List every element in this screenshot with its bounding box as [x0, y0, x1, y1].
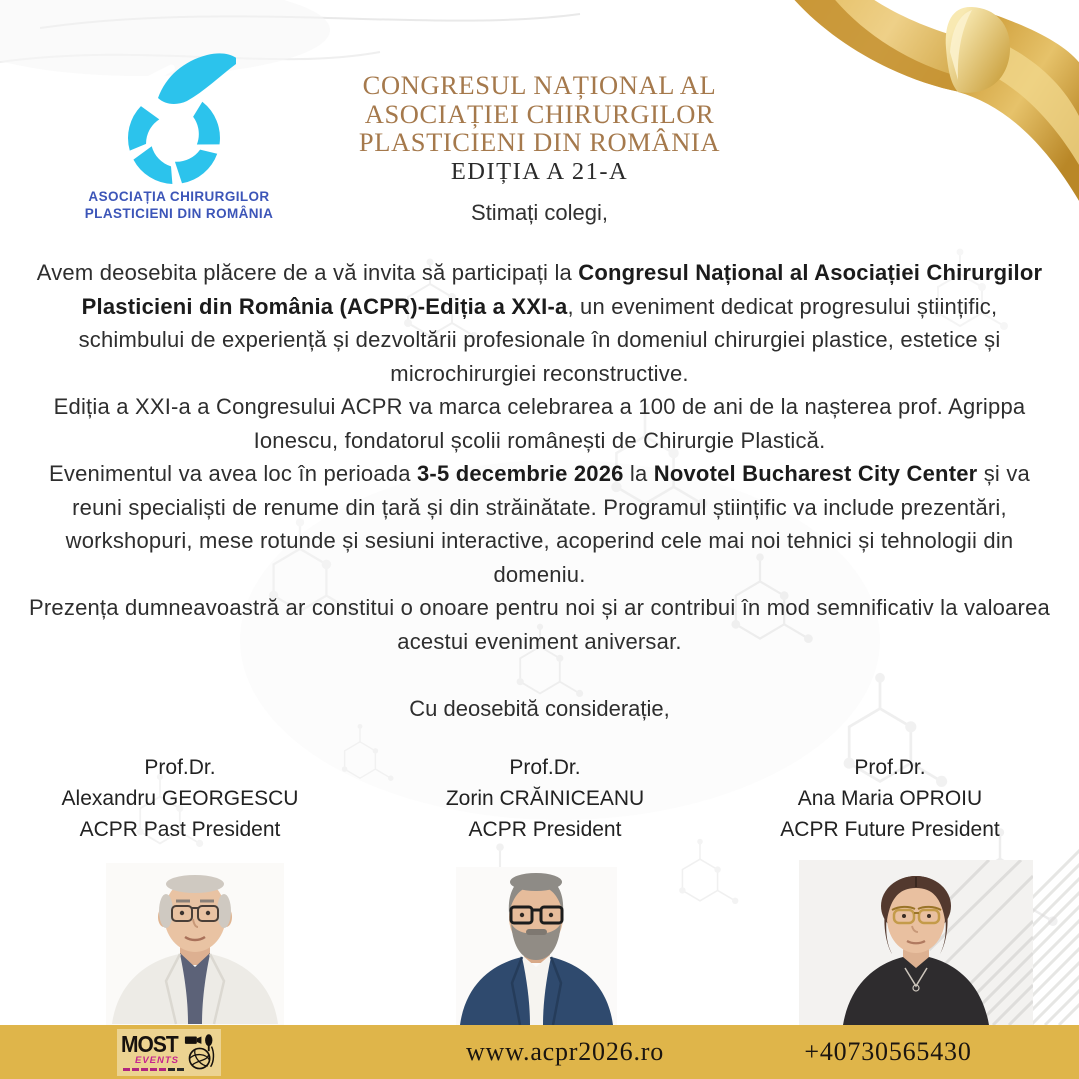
portrait-oproiu-graphic — [799, 860, 1033, 1025]
closing-line: Cu deosebită considerație, — [409, 696, 670, 721]
signatory-role: ACPR Future President — [780, 818, 1000, 841]
acpr-logo-line2: PLASTICIENI DIN ROMÂNIA — [84, 206, 274, 221]
acpr-logo-line1: ASOCIAȚIA CHIRURGILOR — [88, 189, 270, 204]
text-segment: , un eveniment dedicat progresului științific, schimbului de experiență și dezvoltării profesionale în domeniul chirurgiei plastice, estetice și microchirurgiei reconstructive. — [78, 293, 1001, 386]
most-logo-dashes — [123, 1068, 184, 1071]
portrait-crainiceanu-graphic — [456, 867, 617, 1025]
text-segment: Evenimentul va avea loc în perioada — [49, 461, 417, 486]
text-segment: Novotel Bucharest City Center — [653, 461, 978, 486]
text-segment: Avem deosebita plăcere de a vă invita să participați la — [36, 260, 579, 285]
letter-paragraph — [28, 457, 1051, 591]
signatory-block-georgescu — [15, 752, 345, 845]
most-events-logo — [117, 1029, 221, 1076]
text-segment: Ediția a XXI-a a Congresului ACPR va marca celebrarea a 100 de ani de la nașterea prof. Agrippa Ionescu, fondatorul școlii românești de Chirurgie Plastică. — [53, 394, 1026, 453]
title-line2: ASOCIAȚIEI CHIRURGILOR — [364, 98, 715, 129]
signatory-title: Prof.Dr. — [854, 756, 926, 779]
text-segment: Prezența dumneavoastră ar constitui o onoare pentru noi și ar contribui în mod semnificativ la valoarea acestui eveniment aniversar. — [29, 595, 1050, 654]
photo-alexandru-georgescu — [106, 863, 284, 1025]
signatory-title: Prof.Dr. — [144, 756, 216, 779]
title-edition: EDIȚIA A 21-A — [450, 157, 629, 185]
footer-phone: +40730565430 — [804, 1037, 972, 1066]
letter-paragraph — [28, 390, 1051, 457]
photo-ana-maria-oproiu — [799, 860, 1033, 1025]
most-logo-word: MOST — [121, 1031, 178, 1058]
text-segment: la — [623, 461, 654, 486]
events-logo-word: EVENTS — [135, 1055, 180, 1067]
title-line3: PLASTICIENI DIN ROMÂNIA — [358, 127, 721, 157]
signatory-block-crainiceanu — [380, 752, 710, 845]
greeting: Stimați colegi, — [471, 200, 608, 225]
signatory-name: Alexandru GEORGESCU — [61, 787, 299, 810]
letter-paragraph — [28, 256, 1051, 390]
text-segment: Congresul Național al Asociației Chirurgilor Plasticieni din România (ACPR)-Ediția a XXI-a — [81, 260, 1043, 319]
signatory-role: ACPR Past President — [79, 818, 281, 841]
congress-title — [0, 71, 1079, 185]
signatory-title: Prof.Dr. — [509, 756, 581, 779]
letter-body — [28, 256, 1051, 658]
title-line1: CONGRESUL NAȚIONAL AL — [362, 70, 717, 100]
footer-website: www.acpr2026.ro — [465, 1037, 665, 1066]
letter-paragraph — [28, 591, 1051, 658]
signatory-block-oproiu — [725, 752, 1055, 845]
text-segment: 3-5 decembrie 2026 — [416, 461, 624, 486]
camera-mic-icon — [184, 1032, 217, 1074]
text-segment: și va reuni specialiști de renume din țară și din străinătate. Programul științific va include prezentări, workshopuri, mese rotunde și sesiuni interactive, acoperind cele mai noi tehnici și tehnologii din domeniu. — [65, 461, 1030, 587]
signatory-role: ACPR President — [468, 818, 622, 841]
signatory-name: Ana Maria OPROIU — [797, 787, 983, 810]
signatory-name: Zorin CRĂINICEANU — [445, 787, 645, 810]
photo-zorin-crainiceanu — [456, 867, 617, 1025]
portrait-georgescu-graphic — [106, 863, 284, 1025]
